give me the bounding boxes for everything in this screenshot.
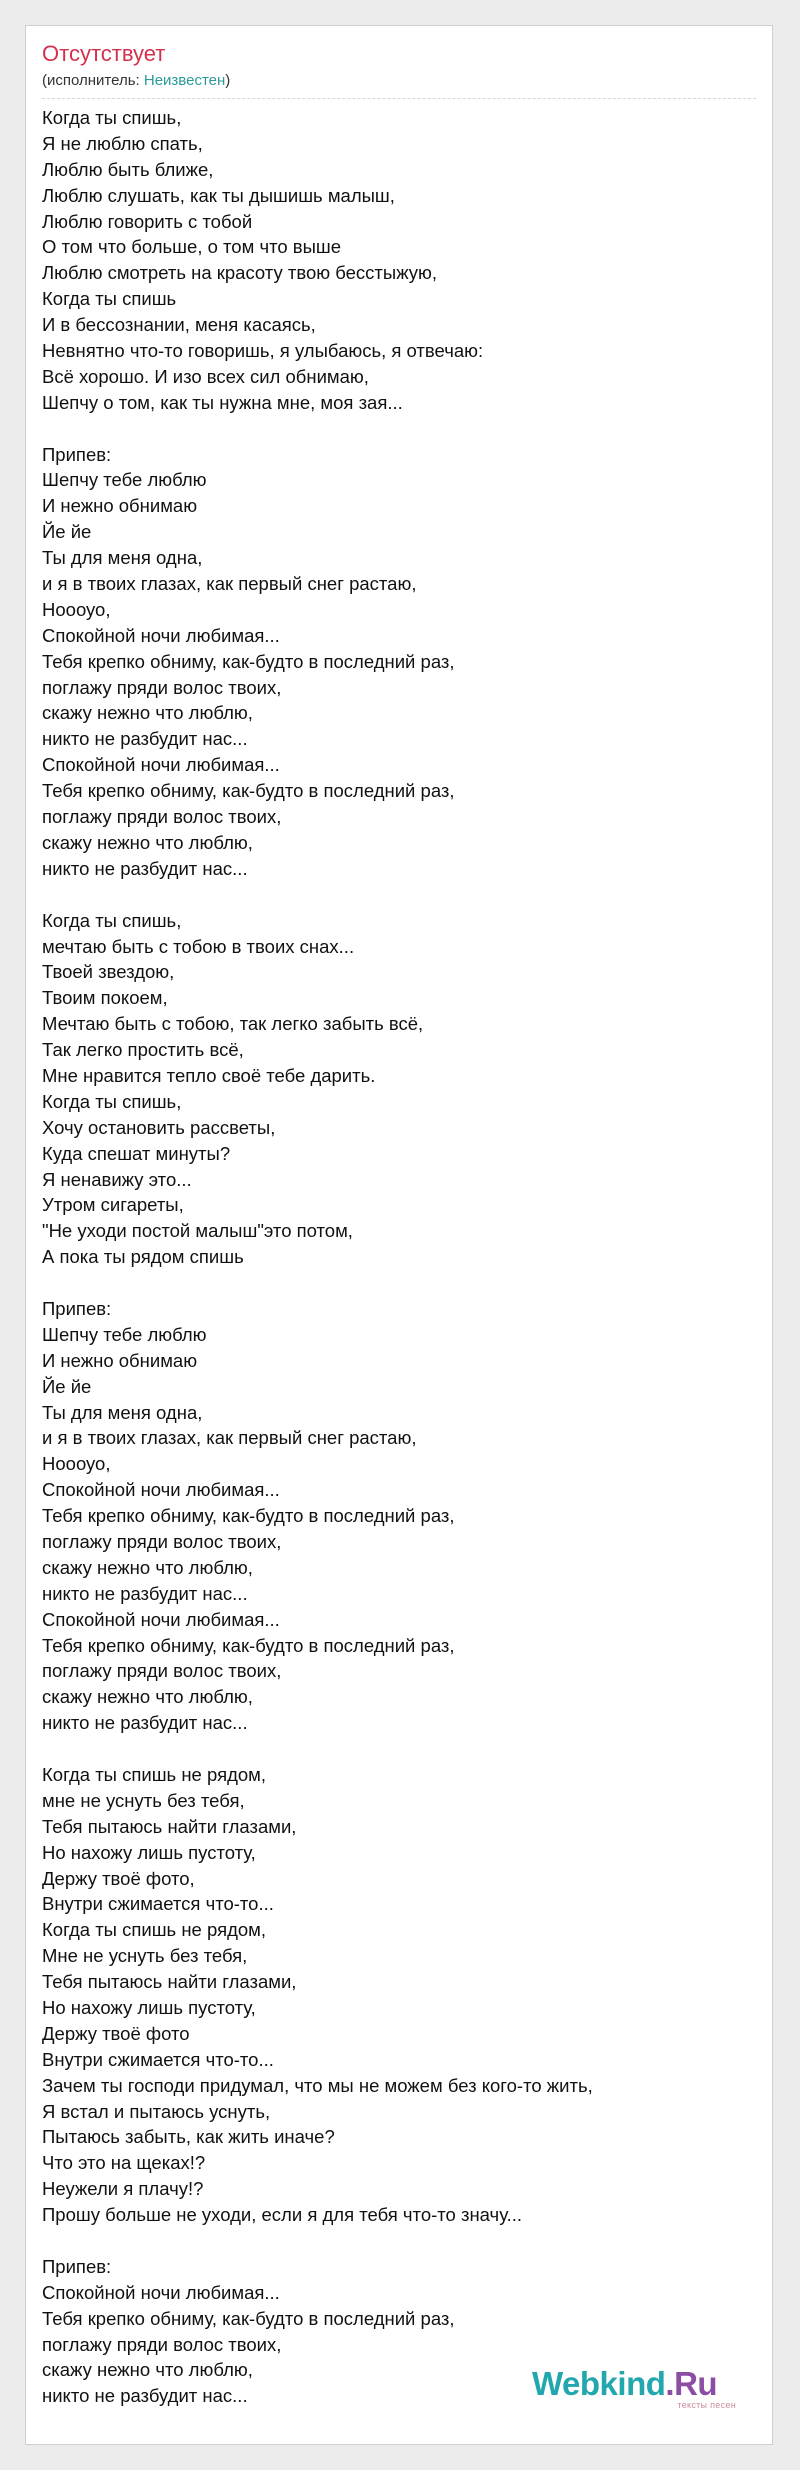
artist-prefix: (исполнитель: xyxy=(42,72,144,89)
lyric-line: Люблю быть ближе, xyxy=(42,158,214,180)
stanza-break xyxy=(42,882,757,908)
lyric-line: скажу нежно что люблю, xyxy=(42,831,253,853)
lyric-line: Но нахожу лишь пустоту, xyxy=(42,1997,256,2019)
lyric-line: Шепчу о том, как ты нужна мне, моя зая... xyxy=(42,391,403,413)
lyric-line: Люблю смотреть на красоту твою бесстыжую, xyxy=(42,262,438,284)
lyric-line: Внутри сжимается что-то... xyxy=(42,1893,274,1915)
lyric-line: и я в твоих глазах, как первый снег растаю, xyxy=(42,1427,417,1449)
stanza-break xyxy=(42,1270,757,1296)
lyric-line: Ноооуо, xyxy=(42,598,111,620)
lyric-line: Тебя пытаюсь найти глазами, xyxy=(42,1971,297,1993)
logo-tld: .Ru xyxy=(665,2365,718,2402)
lyrics-card xyxy=(25,25,773,2445)
lyric-line: Ты для меня одна, xyxy=(42,1401,203,1423)
artist-line xyxy=(42,71,230,91)
lyric-line: Утром сигареты, xyxy=(42,1194,184,1216)
lyric-line: Мне не уснуть без тебя, xyxy=(42,1945,248,1967)
logo-name: Webkind xyxy=(532,2365,666,2402)
lyric-line: Тебя крепко обниму, как-будто в последний раз, xyxy=(42,1634,455,1656)
lyric-line: Тебя крепко обниму, как-будто в последний раз, xyxy=(42,2307,455,2329)
lyric-line: А пока ты рядом спишь xyxy=(42,1246,244,1268)
lyric-line: Люблю слушать, как ты дышишь малыш, xyxy=(42,184,395,206)
lyric-line: Тебя крепко обниму, как-будто в последний раз, xyxy=(42,1505,455,1527)
lyrics-text xyxy=(42,105,757,2409)
lyric-line: Я ненавижу это... xyxy=(42,1168,192,1190)
lyric-line: Что это на щеках!? xyxy=(42,2152,206,2174)
site-logo[interactable] xyxy=(532,2366,742,2410)
lyric-line: никто не разбудит нас... xyxy=(42,1582,248,1604)
lyric-line: Ноооуо, xyxy=(42,1453,111,1475)
lyric-line: Спокойной ночи любимая... xyxy=(42,754,280,776)
lyric-line: И нежно обнимаю xyxy=(42,495,198,517)
lyric-line: Спокойной ночи любимая... xyxy=(42,1608,280,1630)
lyric-line: Спокойной ночи любимая... xyxy=(42,2281,280,2303)
lyric-line: Когда ты спишь, xyxy=(42,909,182,931)
lyric-line: Когда ты спишь, xyxy=(42,107,182,128)
lyric-line: Я встал и пытаюсь уснуть, xyxy=(42,2100,271,2122)
lyric-line: Когда ты спишь, xyxy=(42,1090,182,1112)
lyric-line: Твоей звездою, xyxy=(42,961,175,983)
lyric-line: и я в твоих глазах, как первый снег растаю, xyxy=(42,573,417,595)
lyric-line: поглажу пряди волос твоих, xyxy=(42,1660,282,1682)
lyric-line: Припев: xyxy=(42,1297,112,1319)
lyric-line: "Не уходи постой малыш"это потом, xyxy=(42,1220,353,1242)
lyric-line: Припев: xyxy=(42,443,112,465)
lyric-line: скажу нежно что люблю, xyxy=(42,2359,253,2381)
lyric-line: Твоим покоем, xyxy=(42,987,168,1009)
lyric-line: никто не разбудит нас... xyxy=(42,728,248,750)
lyric-line: Шепчу тебе люблю xyxy=(42,1323,207,1345)
lyric-line: поглажу пряди волос твоих, xyxy=(42,1530,282,1552)
lyric-line: Тебя крепко обниму, как-будто в последний раз, xyxy=(42,650,455,672)
lyric-line: Люблю говорить с тобой xyxy=(42,210,253,232)
song-title: Отсутствует xyxy=(42,41,166,66)
lyric-line: мечтаю быть с тобою в твоих снах... xyxy=(42,935,355,957)
stanza-break xyxy=(42,1736,757,1762)
lyric-line: Всё хорошо. И изо всех сил обнимаю, xyxy=(42,365,369,387)
lyric-line: Тебя пытаюсь найти глазами, xyxy=(42,1815,297,1837)
lyric-line: скажу нежно что люблю, xyxy=(42,1556,253,1578)
lyric-line: скажу нежно что люблю, xyxy=(42,1686,253,1708)
lyric-line: поглажу пряди волос твоих, xyxy=(42,806,282,828)
lyric-line: Хочу остановить рассветы, xyxy=(42,1116,276,1138)
lyric-line: О том что больше, о том что выше xyxy=(42,236,342,258)
lyric-line: Неужели я плачу!? xyxy=(42,2178,204,2200)
lyric-line: Невнятно что-то говоришь, я улыбаюсь, я отвечаю: xyxy=(42,340,484,362)
lyric-line: Спокойной ночи любимая... xyxy=(42,1479,280,1501)
lyric-line: Йе йе xyxy=(42,1375,92,1397)
lyric-line: Когда ты спишь не рядом, xyxy=(42,1764,267,1785)
lyric-line: никто не разбудит нас... xyxy=(42,1712,248,1734)
lyric-line: Внутри сжимается что-то... xyxy=(42,2048,274,2070)
lyric-line: Мне нравится тепло своё тебе дарить. xyxy=(42,1064,376,1086)
lyric-line: И нежно обнимаю xyxy=(42,1349,198,1371)
lyric-line: скажу нежно что люблю, xyxy=(42,702,253,724)
lyric-line: Так легко простить всё, xyxy=(42,1039,244,1061)
lyric-line: Держу твоё фото, xyxy=(42,1867,195,1889)
lyric-line: Мечтаю быть с тобою, так легко забыть всё, xyxy=(42,1013,424,1035)
lyric-line: Йе йе xyxy=(42,521,92,543)
lyric-line: поглажу пряди волос твоих, xyxy=(42,676,282,698)
lyric-line: Припев: xyxy=(42,2255,112,2277)
artist-link[interactable]: Неизвестен xyxy=(143,72,226,89)
lyric-line: Когда ты спишь xyxy=(42,288,177,310)
lyric-line: никто не разбудит нас... xyxy=(42,857,248,879)
header-divider xyxy=(42,98,756,99)
lyric-line: Шепчу тебе люблю xyxy=(42,469,207,491)
lyric-line: поглажу пряди волос твоих, xyxy=(42,2333,282,2355)
lyric-line: Зачем ты господи придумал, что мы не можем без кого-то жить, xyxy=(42,2074,593,2096)
lyric-line: Спокойной ночи любимая... xyxy=(42,624,280,646)
logo-wordmark xyxy=(532,2366,742,2402)
lyric-line: Ты для меня одна, xyxy=(42,547,203,569)
lyric-line: мне не уснуть без тебя, xyxy=(42,1789,245,1811)
stanza-break xyxy=(42,416,757,442)
lyric-line: Тебя крепко обниму, как-будто в последний раз, xyxy=(42,780,455,802)
lyric-line: Когда ты спишь не рядом, xyxy=(42,1919,267,1941)
lyric-line: Я не люблю спать, xyxy=(42,132,203,154)
lyric-line: никто не разбудит нас... xyxy=(42,2385,248,2407)
lyric-line: Прошу больше не уходи, если я для тебя что-то значу... xyxy=(42,2204,523,2226)
lyric-line: Но нахожу лишь пустоту, xyxy=(42,1841,256,1863)
lyric-line: И в бессознании, меня касаясь, xyxy=(42,314,316,336)
lyric-line: Держу твоё фото xyxy=(42,2022,190,2044)
lyric-line: Пытаюсь забыть, как жить иначе? xyxy=(42,2126,335,2148)
stanza-break xyxy=(42,2228,757,2254)
artist-suffix: ) xyxy=(225,72,231,89)
logo-tagline: тексты песен xyxy=(677,2400,736,2410)
lyric-line: Куда спешат минуты? xyxy=(42,1142,231,1164)
